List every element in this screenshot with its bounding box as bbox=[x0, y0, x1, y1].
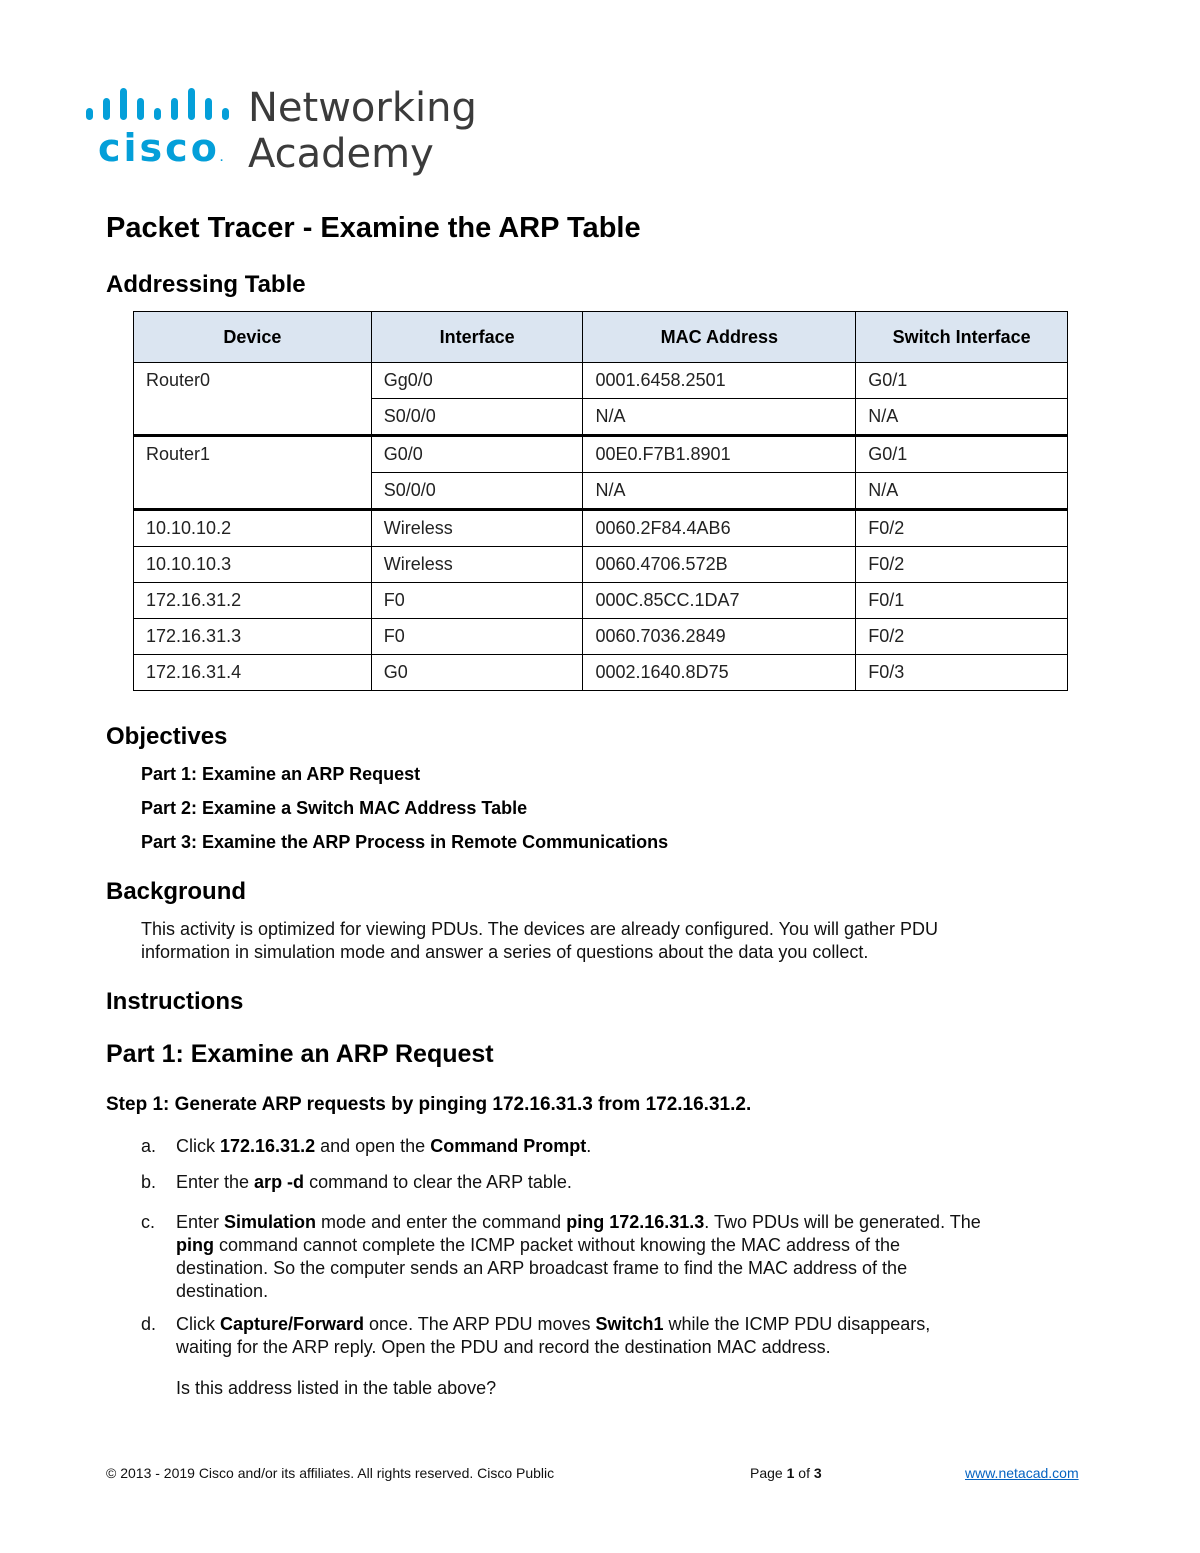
item-letter: d. bbox=[141, 1314, 157, 1334]
table-row bbox=[134, 510, 1068, 547]
switch-interface-cell: N/A bbox=[856, 473, 1068, 510]
switch-interface-cell: F0/1 bbox=[856, 583, 1068, 619]
interface-cell: F0 bbox=[371, 583, 583, 619]
switch-interface-cell: F0/2 bbox=[856, 547, 1068, 583]
switch-interface-cell: N/A bbox=[856, 399, 1068, 436]
footer-page-number: Page 1 of 3 bbox=[750, 1465, 822, 1481]
item-letter: c. bbox=[141, 1212, 156, 1232]
interface-cell: G0 bbox=[371, 655, 583, 691]
interface-cell: G0/0 bbox=[371, 436, 583, 473]
device-cell: Router1 bbox=[134, 436, 372, 510]
table-row bbox=[134, 363, 1068, 399]
col-switch-interface: Switch Interface bbox=[856, 312, 1068, 363]
switch-interface-cell: G0/1 bbox=[856, 436, 1068, 473]
page-title: Packet Tracer - Examine the ARP Table bbox=[106, 212, 641, 244]
instruction-item-b: b. Enter the arp -d command to clear the ARP table. bbox=[141, 1172, 572, 1192]
item-letter: a. bbox=[141, 1136, 157, 1156]
device-cell: 172.16.31.2 bbox=[134, 583, 372, 619]
objective-part-2: Part 2: Examine a Switch MAC Address Table bbox=[141, 798, 528, 818]
switch-interface-cell: F0/2 bbox=[856, 619, 1068, 655]
mac-cell: N/A bbox=[583, 473, 856, 510]
addressing-table bbox=[133, 311, 1068, 691]
col-mac-address: MAC Address bbox=[583, 312, 856, 363]
addressing-table-heading: Addressing Table bbox=[106, 271, 306, 298]
interface-cell: Wireless bbox=[371, 547, 583, 583]
mac-cell: 00E0.F7B1.8901 bbox=[583, 436, 856, 473]
switch-interface-cell: F0/2 bbox=[856, 510, 1068, 547]
footer-link-wrap bbox=[965, 1463, 1079, 1483]
table-row bbox=[134, 655, 1068, 691]
step1-heading: Step 1: Generate ARP requests by pinging 172.16.31.3 from 172.16.31.2. bbox=[106, 1094, 752, 1115]
col-device: Device bbox=[134, 312, 372, 363]
switch-interface-cell: G0/1 bbox=[856, 363, 1068, 399]
interface-cell: Wireless bbox=[371, 510, 583, 547]
device-cell: 10.10.10.3 bbox=[134, 547, 372, 583]
mac-cell: 0002.1640.8D75 bbox=[583, 655, 856, 691]
footer-copyright: © 2013 - 2019 Cisco and/or its affiliates. All rights reserved. Cisco Public bbox=[106, 1465, 555, 1481]
device-cell: 172.16.31.4 bbox=[134, 655, 372, 691]
mac-cell: 000C.85CC.1DA7 bbox=[583, 583, 856, 619]
interface-cell: S0/0/0 bbox=[371, 399, 583, 436]
background-text bbox=[141, 918, 1041, 964]
table-row bbox=[134, 583, 1068, 619]
device-cell: 172.16.31.3 bbox=[134, 619, 372, 655]
objectives-heading: Objectives bbox=[106, 723, 228, 750]
col-interface: Interface bbox=[371, 312, 583, 363]
objective-part-1: Part 1: Examine an ARP Request bbox=[141, 764, 421, 784]
background-heading: Background bbox=[106, 878, 247, 905]
cisco-networking-academy-logo bbox=[86, 86, 486, 182]
netacad-link[interactable]: www.netacad.com bbox=[965, 1465, 1079, 1481]
mac-cell: 0001.6458.2501 bbox=[583, 363, 856, 399]
interface-cell: F0 bbox=[371, 619, 583, 655]
item-letter: b. bbox=[141, 1172, 157, 1192]
brand-academy: Academy bbox=[248, 131, 434, 177]
mac-cell: 0060.2F84.4AB6 bbox=[583, 510, 856, 547]
mac-cell: 0060.7036.2849 bbox=[583, 619, 856, 655]
table-header-row bbox=[134, 312, 1068, 363]
objective-part-3: Part 3: Examine the ARP Process in Remote Communications bbox=[141, 832, 669, 852]
instruction-item-d: d. Click Capture/Forward once. The ARP PDU moves Switch1 while the ICMP PDU disappears, waiting for the ARP reply. Open the PDU and record the destination MAC address. bbox=[141, 1314, 931, 1357]
question-text: Is this address listed in the table above? bbox=[176, 1378, 497, 1398]
switch-interface-cell: F0/3 bbox=[856, 655, 1068, 691]
device-cell: 10.10.10.2 bbox=[134, 510, 372, 547]
cisco-wordmark: cisco. bbox=[98, 126, 224, 170]
instruction-item-a: a. Click 172.16.31.2 and open the Command Prompt. bbox=[141, 1136, 592, 1156]
interface-cell: S0/0/0 bbox=[371, 473, 583, 510]
part1-heading: Part 1: Examine an ARP Request bbox=[106, 1040, 494, 1068]
device-cell: Router0 bbox=[134, 363, 372, 436]
brand-networking: Networking bbox=[248, 85, 477, 131]
instruction-item-c: c. Enter Simulation mode and enter the command ping 172.16.31.3. Two PDUs will be generated. The ping command cannot complete the ICMP packet without knowing the MAC address of the destination. So the computer sends an ARP broadcast frame to find the MAC address of the destination. bbox=[141, 1212, 981, 1301]
table-row bbox=[134, 436, 1068, 473]
table-row bbox=[134, 619, 1068, 655]
background-line-2: information in simulation mode and answer a series of questions about the data you collect. bbox=[141, 942, 869, 962]
background-line-1: This activity is optimized for viewing PDUs. The devices are already configured. You will gather PDU bbox=[141, 919, 939, 939]
instructions-heading: Instructions bbox=[106, 988, 244, 1015]
mac-cell: N/A bbox=[583, 399, 856, 436]
table-row bbox=[134, 547, 1068, 583]
interface-cell: Gg0/0 bbox=[371, 363, 583, 399]
cisco-bars-icon bbox=[86, 90, 236, 120]
mac-cell: 0060.4706.572B bbox=[583, 547, 856, 583]
